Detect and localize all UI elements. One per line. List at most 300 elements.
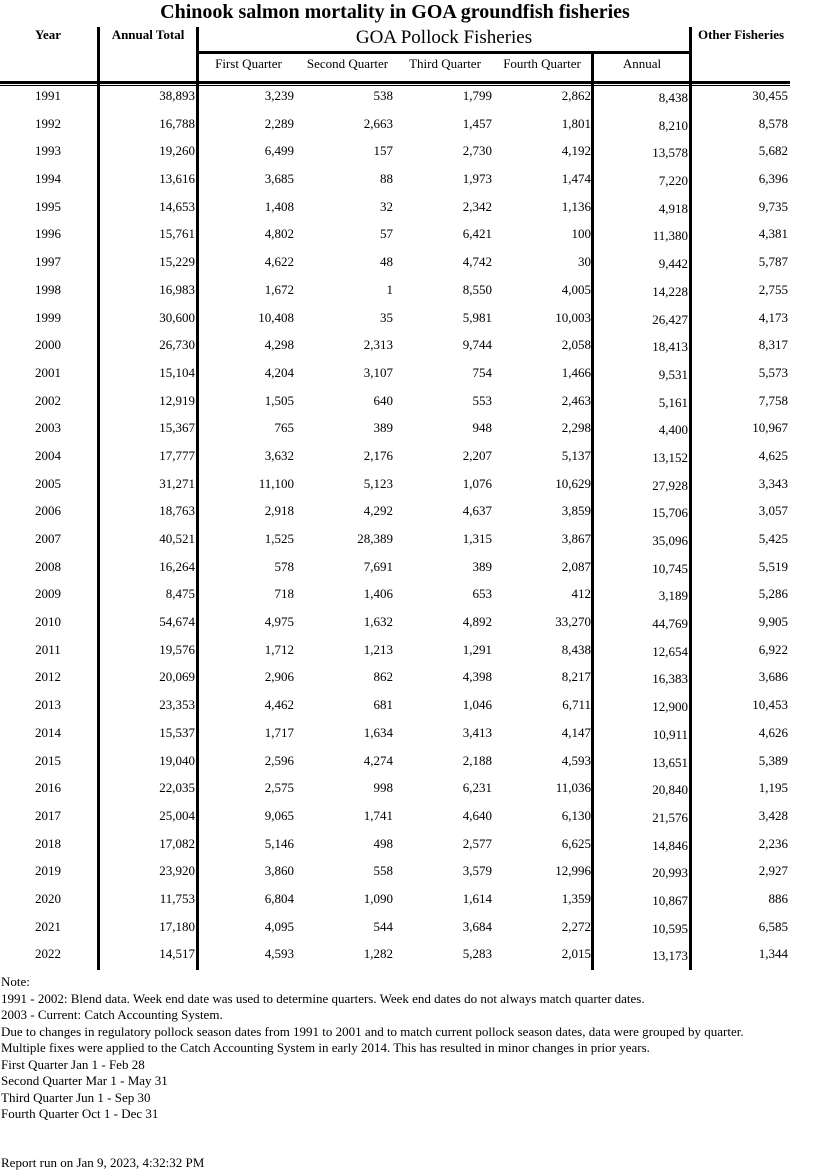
table-row [0, 806, 790, 834]
table-row [0, 114, 790, 142]
cell-year: 1992 [35, 115, 61, 131]
note-line: Fourth Quarter Oct 1 - Dec 31 [1, 1106, 159, 1121]
cell-fourth-quarter: 4,593 [561, 752, 591, 768]
table-row [0, 723, 790, 751]
cell-pollock-annual: 20,840 [652, 782, 688, 798]
cell-first-quarter: 2,289 [264, 115, 294, 131]
cell-second-quarter: 1,741 [363, 807, 393, 823]
cell-year: 1997 [35, 254, 61, 270]
cell-annual-total: 23,920 [159, 863, 195, 879]
cell-pollock-annual: 11,380 [652, 228, 688, 244]
cell-year: 1991 [35, 88, 61, 103]
cell-third-quarter: 4,398 [462, 669, 492, 685]
cell-annual-total: 25,004 [159, 807, 195, 823]
cell-third-quarter: 1,291 [462, 641, 492, 657]
cell-annual-total: 16,788 [159, 115, 195, 131]
cell-fourth-quarter: 2,298 [561, 420, 591, 436]
cell-fourth-quarter: 33,270 [555, 614, 591, 630]
notes [1, 974, 744, 1123]
cell-other-fisheries: 2,927 [758, 863, 788, 879]
cell-other-fisheries: 4,626 [758, 724, 788, 740]
note-line: 1991 - 2002: Blend data. Week end date was used to determine quarters. Week end dates do not always match quarter dates. [1, 990, 645, 1006]
cell-year: 2018 [35, 835, 61, 851]
cell-year: 2019 [35, 863, 61, 879]
cell-annual-total: 18,763 [159, 503, 195, 519]
cell-year: 2004 [35, 447, 61, 463]
cell-fourth-quarter: 12,996 [555, 863, 591, 879]
cell-first-quarter: 6,499 [264, 143, 294, 159]
cell-first-quarter: 4,462 [264, 697, 294, 713]
table-row [0, 917, 790, 945]
cell-fourth-quarter: 4,192 [561, 143, 591, 159]
cell-first-quarter: 3,685 [264, 171, 294, 187]
cell-second-quarter: 5,123 [363, 475, 393, 491]
cell-first-quarter: 1,717 [264, 724, 294, 740]
cell-fourth-quarter: 412 [571, 586, 591, 602]
cell-year: 2016 [35, 780, 61, 796]
cell-year: 1999 [35, 309, 61, 325]
cell-third-quarter: 4,742 [462, 254, 492, 270]
cell-first-quarter: 1,525 [264, 531, 294, 546]
table-row [0, 474, 790, 502]
cell-other-fisheries: 3,428 [758, 807, 788, 823]
report-title: Chinook salmon mortality in GOA groundfish fisheries [160, 1, 630, 23]
cell-pollock-annual: 10,745 [652, 560, 688, 576]
cell-pollock-annual: 10,911 [652, 726, 688, 742]
cell-pollock-annual: 5,161 [658, 394, 688, 410]
cell-pollock-annual: 3,189 [658, 588, 688, 604]
cell-annual-total: 31,271 [159, 475, 195, 491]
cell-first-quarter: 4,204 [264, 364, 294, 380]
cell-pollock-annual: 13,578 [652, 145, 688, 161]
cell-first-quarter: 4,622 [264, 254, 294, 270]
cell-fourth-quarter: 5,137 [561, 447, 591, 463]
cell-annual-total: 15,537 [159, 724, 195, 740]
cell-second-quarter: 1,213 [363, 641, 393, 657]
table-row [0, 751, 790, 779]
cell-second-quarter: 998 [373, 780, 393, 796]
cell-second-quarter: 4,274 [363, 752, 393, 768]
cell-other-fisheries: 5,682 [758, 143, 788, 159]
note-line: Multiple fixes were applied to the Catch Accounting System in early 2014. This has resulted in minor changes in prior years. [1, 1040, 650, 1055]
cell-fourth-quarter: 6,130 [561, 807, 591, 823]
table-row [0, 834, 790, 862]
cell-fourth-quarter: 8,217 [561, 669, 591, 685]
header-third-quarter: Third Quarter [409, 56, 481, 71]
table-row [0, 363, 790, 391]
cell-third-quarter: 1,315 [462, 531, 492, 546]
cell-fourth-quarter: 1,359 [561, 890, 591, 906]
cell-year: 2010 [35, 614, 61, 630]
header-fourth-quarter: Fourth Quarter [503, 56, 581, 71]
cell-third-quarter: 2,577 [462, 835, 492, 851]
cell-third-quarter: 1,973 [462, 171, 492, 187]
cell-year: 1998 [35, 281, 61, 297]
table-row [0, 169, 790, 197]
cell-first-quarter: 3,632 [264, 447, 294, 463]
cell-fourth-quarter: 10,003 [555, 309, 591, 325]
cell-year: 2012 [35, 669, 61, 685]
cell-annual-total: 14,653 [159, 198, 195, 214]
cell-first-quarter: 10,408 [258, 309, 294, 325]
cell-annual-total: 15,761 [159, 226, 195, 242]
cell-other-fisheries: 4,381 [758, 226, 788, 242]
cell-fourth-quarter: 100 [571, 226, 591, 242]
cell-annual-total: 54,674 [159, 614, 195, 630]
table-row [0, 501, 790, 529]
cell-other-fisheries: 7,758 [758, 392, 788, 408]
cell-second-quarter: 1,634 [363, 724, 393, 740]
cell-third-quarter: 5,981 [462, 309, 492, 325]
cell-pollock-annual: 7,220 [658, 173, 688, 189]
table-row [0, 889, 790, 917]
cell-second-quarter: 389 [373, 420, 393, 436]
cell-second-quarter: 1,282 [363, 946, 393, 962]
cell-third-quarter: 3,684 [462, 918, 492, 934]
cell-other-fisheries: 5,787 [758, 254, 788, 270]
cell-first-quarter: 4,298 [264, 337, 294, 353]
table-row [0, 446, 790, 474]
cell-other-fisheries: 4,625 [758, 447, 788, 463]
table-row [0, 529, 790, 557]
cell-pollock-annual: 14,228 [652, 283, 688, 299]
cell-first-quarter: 3,860 [264, 863, 294, 879]
cell-third-quarter: 1,614 [462, 890, 492, 906]
cell-year: 2001 [35, 364, 61, 380]
cell-other-fisheries: 6,585 [758, 918, 788, 934]
cell-pollock-annual: 8,210 [658, 117, 688, 133]
cell-annual-total: 19,260 [159, 143, 195, 159]
cell-other-fisheries: 10,967 [752, 420, 788, 436]
cell-first-quarter: 2,596 [264, 752, 294, 768]
cell-fourth-quarter: 11,036 [555, 780, 591, 796]
cell-annual-total: 26,730 [159, 337, 195, 353]
cell-third-quarter: 6,231 [462, 780, 492, 796]
cell-second-quarter: 498 [373, 835, 393, 851]
cell-year: 2015 [35, 752, 61, 768]
cell-year: 2006 [35, 503, 61, 519]
cell-year: 2017 [35, 807, 61, 823]
cell-first-quarter: 4,095 [264, 918, 294, 934]
cell-first-quarter: 2,575 [264, 780, 294, 796]
table-row [0, 308, 790, 336]
cell-second-quarter: 558 [373, 863, 393, 879]
cell-other-fisheries: 9,735 [758, 198, 788, 214]
cell-other-fisheries: 5,519 [758, 558, 788, 574]
header-second-quarter: Second Quarter [306, 56, 389, 71]
cell-other-fisheries: 2,755 [758, 281, 788, 297]
cell-first-quarter: 3,239 [264, 88, 294, 103]
cell-pollock-annual: 13,651 [652, 754, 688, 770]
cell-other-fisheries: 5,286 [758, 586, 788, 602]
note-line: Second Quarter Mar 1 - May 31 [1, 1073, 168, 1088]
cell-pollock-annual: 27,928 [652, 477, 688, 493]
cell-year: 2013 [35, 697, 61, 713]
cell-fourth-quarter: 6,711 [562, 697, 591, 713]
note-line: 2003 - Current: Catch Accounting System. [1, 1007, 223, 1022]
cell-other-fisheries: 10,453 [752, 697, 788, 713]
cell-other-fisheries: 2,236 [758, 835, 788, 851]
cell-fourth-quarter: 1,466 [561, 364, 591, 380]
cell-pollock-annual: 44,769 [652, 616, 688, 632]
table-row [0, 584, 790, 612]
cell-second-quarter: 157 [373, 143, 393, 159]
cell-fourth-quarter: 1,136 [561, 198, 591, 214]
cell-fourth-quarter: 2,058 [561, 337, 591, 353]
cell-annual-total: 15,229 [159, 254, 195, 270]
cell-third-quarter: 4,637 [462, 503, 492, 519]
table-row [0, 252, 790, 280]
cell-pollock-annual: 14,846 [652, 837, 688, 853]
header-first-quarter: First Quarter [215, 56, 282, 71]
cell-second-quarter: 3,107 [363, 364, 393, 380]
cell-pollock-annual: 26,427 [652, 311, 688, 327]
cell-other-fisheries: 4,173 [758, 309, 788, 325]
note-line: Third Quarter Jun 1 - Sep 30 [1, 1089, 151, 1105]
cell-year: 1993 [35, 143, 61, 159]
cell-pollock-annual: 15,706 [652, 505, 688, 521]
cell-third-quarter: 6,421 [462, 226, 492, 242]
cell-second-quarter: 2,176 [363, 447, 393, 463]
cell-third-quarter: 1,076 [462, 475, 492, 491]
cell-pollock-annual: 10,867 [652, 892, 688, 908]
cell-second-quarter: 32 [380, 198, 393, 214]
cell-third-quarter: 4,892 [462, 614, 492, 630]
cell-year: 2008 [35, 558, 61, 574]
cell-pollock-annual: 13,173 [652, 948, 688, 964]
cell-fourth-quarter: 6,625 [561, 835, 591, 851]
cell-other-fisheries: 5,425 [758, 531, 788, 546]
cell-year: 2000 [35, 337, 61, 353]
cell-annual-total: 16,983 [159, 281, 195, 297]
cell-first-quarter: 1,505 [264, 392, 294, 408]
cell-fourth-quarter: 2,015 [561, 946, 591, 962]
cell-other-fisheries: 1,195 [758, 780, 788, 796]
cell-annual-total: 19,040 [159, 752, 195, 768]
table-row [0, 778, 790, 806]
cell-year: 2020 [35, 890, 61, 906]
cell-annual-total: 11,753 [159, 890, 195, 906]
cell-fourth-quarter: 2,463 [561, 392, 591, 408]
cell-fourth-quarter: 10,629 [555, 475, 591, 491]
cell-pollock-annual: 12,654 [652, 643, 688, 659]
cell-year: 2005 [35, 475, 61, 491]
table-row [0, 944, 790, 972]
cell-pollock-annual: 12,900 [652, 699, 688, 715]
cell-second-quarter: 538 [373, 88, 393, 103]
cell-annual-total: 17,180 [159, 918, 195, 934]
cell-first-quarter: 718 [274, 586, 294, 602]
cell-fourth-quarter: 2,862 [561, 88, 591, 103]
cell-third-quarter: 2,188 [462, 752, 492, 768]
cell-third-quarter: 553 [472, 392, 492, 408]
cell-first-quarter: 765 [274, 420, 294, 436]
cell-first-quarter: 1,712 [264, 641, 294, 657]
cell-first-quarter: 9,065 [264, 807, 294, 823]
cell-year: 2003 [35, 420, 61, 436]
cell-third-quarter: 5,283 [462, 946, 492, 962]
header-bottom-rule [0, 81, 790, 84]
cell-other-fisheries: 6,922 [758, 641, 788, 657]
cell-third-quarter: 1,457 [462, 115, 492, 131]
cell-annual-total: 8,475 [165, 586, 195, 602]
cell-other-fisheries: 3,686 [758, 669, 788, 685]
cell-year: 2011 [35, 641, 61, 657]
cell-year: 2014 [35, 724, 61, 740]
cell-pollock-annual: 20,993 [652, 865, 688, 881]
cell-fourth-quarter: 2,272 [561, 918, 591, 934]
table-row [0, 224, 790, 252]
cell-other-fisheries: 6,396 [758, 171, 788, 187]
cell-first-quarter: 11,100 [258, 475, 294, 491]
note-line: Note: [1, 974, 30, 989]
cell-second-quarter: 1 [386, 281, 393, 297]
cell-second-quarter: 1,090 [363, 890, 393, 906]
cell-pollock-annual: 9,531 [658, 366, 688, 382]
cell-annual-total: 30,600 [159, 309, 195, 325]
cell-annual-total: 17,777 [159, 447, 195, 463]
cell-pollock-annual: 16,383 [652, 671, 688, 687]
cell-annual-total: 14,517 [159, 946, 195, 962]
cell-annual-total: 20,069 [159, 669, 195, 685]
group-header-underline [196, 51, 692, 54]
cell-second-quarter: 862 [373, 669, 393, 685]
table-row [0, 280, 790, 308]
cell-other-fisheries: 30,455 [752, 88, 788, 103]
cell-pollock-annual: 9,442 [658, 256, 688, 272]
cell-third-quarter: 3,579 [462, 863, 492, 879]
cell-first-quarter: 578 [274, 558, 294, 574]
table-row [0, 391, 790, 419]
cell-pollock-annual: 8,438 [658, 90, 688, 105]
table-row [0, 695, 790, 723]
cell-first-quarter: 1,408 [264, 198, 294, 214]
cell-annual-total: 12,919 [159, 392, 195, 408]
cell-second-quarter: 7,691 [363, 558, 393, 574]
cell-first-quarter: 2,918 [264, 503, 294, 519]
cell-second-quarter: 4,292 [363, 503, 393, 519]
cell-fourth-quarter: 3,867 [561, 531, 591, 546]
cell-third-quarter: 9,744 [462, 337, 492, 353]
cell-other-fisheries: 886 [768, 890, 788, 906]
cell-year: 2021 [35, 918, 61, 934]
cell-other-fisheries: 3,057 [758, 503, 788, 519]
table-row [0, 197, 790, 225]
cell-third-quarter: 1,799 [462, 88, 492, 103]
cell-fourth-quarter: 2,087 [561, 558, 591, 574]
table-row [0, 667, 790, 695]
cell-fourth-quarter: 1,801 [561, 115, 591, 131]
cell-annual-total: 15,104 [159, 364, 195, 380]
cell-second-quarter: 544 [373, 918, 393, 934]
cell-year: 1996 [35, 226, 61, 242]
cell-pollock-annual: 13,152 [652, 449, 688, 465]
cell-other-fisheries: 3,343 [758, 475, 788, 491]
header-annual-total: Annual Total [111, 27, 185, 42]
cell-year: 2002 [35, 392, 61, 408]
cell-second-quarter: 1,406 [363, 586, 393, 602]
cell-pollock-annual: 21,576 [652, 809, 688, 825]
cell-annual-total: 16,264 [159, 558, 195, 574]
cell-second-quarter: 2,313 [363, 337, 393, 353]
data-rows [0, 86, 790, 972]
header-annual: Annual [622, 56, 662, 71]
cell-annual-total: 13,616 [159, 171, 195, 187]
cell-third-quarter: 4,640 [462, 807, 492, 823]
cell-year: 2009 [35, 586, 61, 602]
cell-second-quarter: 681 [373, 697, 393, 713]
cell-third-quarter: 653 [472, 586, 492, 602]
cell-fourth-quarter: 3,859 [561, 503, 591, 519]
note-line: Due to changes in regulatory pollock season dates from 1991 to 2001 and to match current pollock season dates, data were grouped by quarter. [1, 1023, 744, 1039]
header-goa-pollock-fisheries: GOA Pollock Fisheries [355, 27, 533, 48]
cell-other-fisheries: 8,578 [758, 115, 788, 131]
cell-pollock-annual: 10,595 [652, 920, 688, 936]
cell-second-quarter: 1,632 [363, 614, 393, 630]
table-row [0, 418, 790, 446]
cell-annual-total: 23,353 [159, 697, 195, 713]
cell-fourth-quarter: 4,147 [561, 724, 591, 740]
cell-other-fisheries: 5,389 [758, 752, 788, 768]
cell-first-quarter: 6,804 [264, 890, 294, 906]
cell-second-quarter: 28,389 [357, 531, 393, 546]
table-row [0, 557, 790, 585]
table-row [0, 141, 790, 169]
cell-first-quarter: 4,975 [264, 614, 294, 630]
cell-annual-total: 22,035 [159, 780, 195, 796]
header-other-fisheries: Other Fisheries [697, 27, 785, 42]
cell-second-quarter: 2,663 [363, 115, 393, 131]
cell-year: 2007 [35, 531, 61, 546]
cell-third-quarter: 8,550 [462, 281, 492, 297]
table-row [0, 86, 790, 114]
note-line: First Quarter Jan 1 - Feb 28 [1, 1056, 145, 1072]
cell-first-quarter: 4,593 [264, 946, 294, 962]
report-run-timestamp: Report run on Jan 9, 2023, 4:32:32 PM [1, 1155, 205, 1170]
cell-third-quarter: 754 [472, 364, 492, 380]
cell-pollock-annual: 35,096 [652, 533, 688, 548]
cell-first-quarter: 1,672 [264, 281, 294, 297]
cell-third-quarter: 948 [472, 420, 492, 436]
cell-fourth-quarter: 4,005 [561, 281, 591, 297]
cell-second-quarter: 35 [380, 309, 393, 325]
cell-second-quarter: 640 [373, 392, 393, 408]
cell-first-quarter: 5,146 [264, 835, 294, 851]
table-row [0, 335, 790, 363]
table-row [0, 861, 790, 889]
cell-fourth-quarter: 8,438 [561, 641, 591, 657]
table-row [0, 640, 790, 668]
cell-fourth-quarter: 1,474 [561, 171, 591, 187]
cell-third-quarter: 2,730 [462, 143, 492, 159]
cell-fourth-quarter: 30 [578, 254, 591, 270]
cell-other-fisheries: 9,905 [758, 614, 788, 630]
cell-year: 2022 [35, 946, 61, 962]
cell-third-quarter: 1,046 [462, 697, 492, 713]
cell-pollock-annual: 4,918 [658, 200, 688, 216]
cell-pollock-annual: 18,413 [652, 339, 688, 355]
cell-annual-total: 38,893 [159, 88, 195, 103]
cell-annual-total: 15,367 [159, 420, 195, 436]
cell-annual-total: 17,082 [159, 835, 195, 851]
cell-first-quarter: 4,802 [264, 226, 294, 242]
cell-pollock-annual: 4,400 [658, 422, 688, 438]
cell-other-fisheries: 5,573 [758, 364, 788, 380]
table-row [0, 612, 790, 640]
cell-annual-total: 40,521 [159, 531, 195, 546]
cell-third-quarter: 2,207 [462, 447, 492, 463]
cell-third-quarter: 389 [472, 558, 492, 574]
